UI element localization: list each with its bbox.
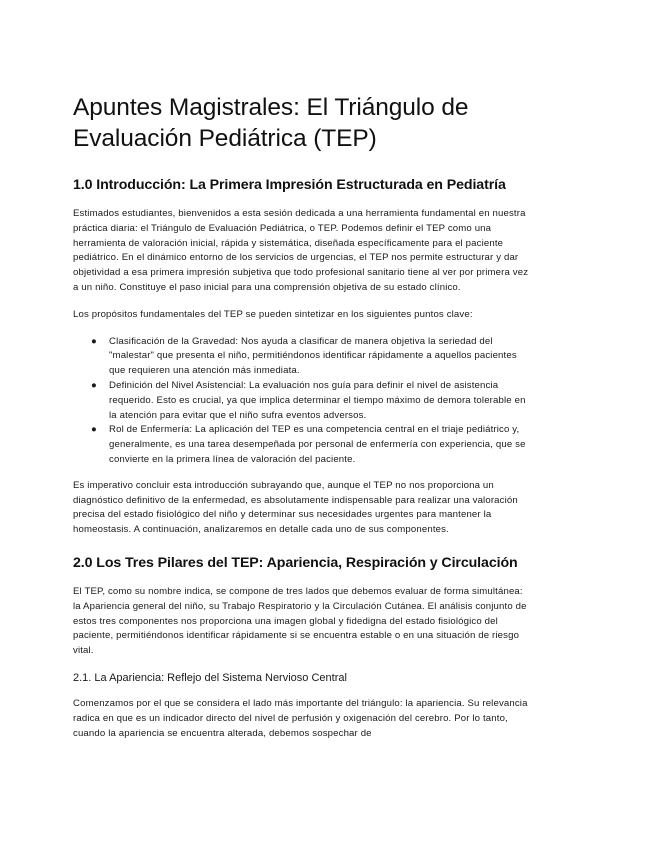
section-1-paragraph-3: Es imperativo concluir esta introducción subrayando que, aunque el TEP no nos proporciona un diagnóstico definitivo de la enfermedad, es absolutamente indispensable para realizar una valoración precisa del estado fisiológico del niño y determinar sus necesidades urgentes para mantener la homeostasis. A continuación, analizaremos en detalle cada uno de sus componentes. — [73, 479, 518, 536]
list-item — [91, 335, 533, 379]
bullet-icon: ● — [91, 379, 97, 391]
section-2-heading: 2.0 Los Tres Pilares del TEP: Apariencia, Respiración y Circulación — [73, 554, 518, 571]
list-item-text: Clasificación de la Gravedad: Nos ayuda a clasificar de manera objetiva la seriedad del "malestar" que presenta el niño, permitiéndonos identificar rápidamente a aquellos pacientes que requieren una atención más inmediata. — [109, 335, 517, 377]
section-2-paragraph-2: Comenzamos por el que se considera el lado más importante del triángulo: la apariencia. Su relevancia radica en que es un indicador directo del nivel de perfusión y oxigenación del cerebro. Por lo tanto, cuando la apariencia se encuentra alterada, debemos sospechar de — [73, 697, 528, 739]
section-1-heading: 1.0 Introducción: La Primera Impresión Estructurada en Pediatría — [73, 177, 506, 193]
list-item — [91, 423, 533, 467]
bullet-icon: ● — [91, 424, 97, 436]
section-1-paragraph-1: Estimados estudiantes, bienvenidos a esta sesión dedicada a una herramienta fundamental en nuestra práctica diaria: el Triángulo de Evaluación Pediátrica, o TEP. Podemos definir el TEP como una herramienta de valoración inicial, rápida y sistemática, diseñada específicamente para el paciente pediátrico. En el dinámico entorno de los servicios de urgencias, el TEP nos permite estructurar y dar objetividad a esa primera impresión subjetiva que todo profesional sanitario tiene al ver por primera vez a un niño. Constituye el paso inicial para una comprensión objetiva de su estado clínico. — [73, 208, 529, 293]
list-item-text: Definición del Nivel Asistencial: La evaluación nos guía para definir el nivel de asistencia requerido. Esto es crucial, ya que implica determinar el tiempo máximo de demora tolerable en la atención para evitar que el niño sufra eventos adversos. — [109, 379, 526, 421]
document-title: Apuntes Magistrales: El Triángulo de Evaluación Pediátrica (TEP) — [73, 94, 469, 152]
document-page — [73, 92, 533, 753]
subsection-2-1-heading: 2.1. La Apariencia: Reflejo del Sistema Nervioso Central — [73, 671, 347, 684]
bullet-icon: ● — [91, 335, 97, 347]
section-2-paragraph-1: El TEP, como su nombre indica, se compone de tres lados que debemos evaluar de forma simultánea: la Apariencia general del niño, su Trabajo Respiratorio y la Circulación Cutánea. El análisis conjunto de estos tres componentes nos proporciona una imagen global y fidedigna del estado fisiológico del paciente, permitiéndonos identificar rápidamente si se encuentra estable o en una situación de riesgo vital. — [73, 585, 527, 657]
purposes-list — [73, 335, 533, 468]
list-item-text: Rol de Enfermería: La aplicación del TEP es una competencia central en el triaje pediátrico y, generalmente, es una tarea desempeñada por personal de enfermería con experiencia, que se convierte en la primera línea de valoración del paciente. — [109, 424, 526, 465]
section-1-paragraph-2: Los propósitos fundamentales del TEP se pueden sintetizar en los siguientes puntos clave: — [73, 308, 473, 320]
list-item — [91, 379, 533, 423]
